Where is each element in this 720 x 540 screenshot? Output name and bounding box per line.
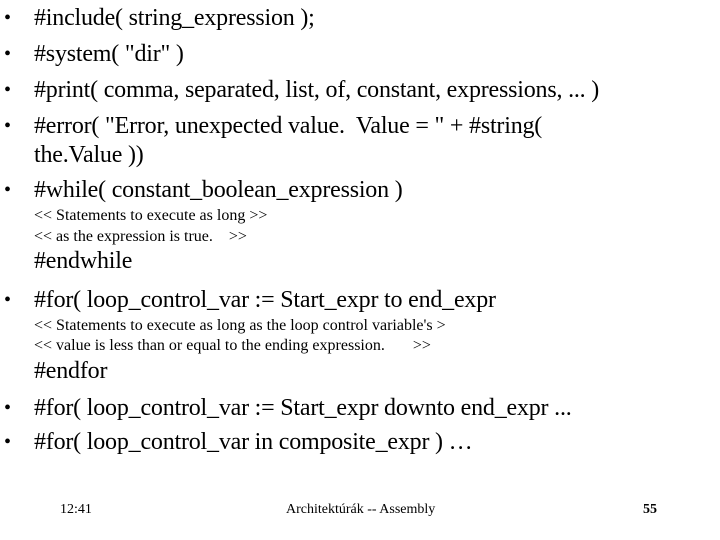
footer-title: Architektúrák -- Assembly xyxy=(286,502,436,517)
for-in-line: #for( loop_control_var in composite_expr ) … xyxy=(34,429,473,455)
for-body-line: << Statements to execute as long as the loop control variable's > xyxy=(34,317,446,334)
for-downto-line: #for( loop_control_var := Start_expr downto end_expr ... xyxy=(34,395,572,421)
bullet-marker: • xyxy=(4,431,12,453)
error-line: #error( "Error, unexpected value. Value = " + #string( xyxy=(34,113,543,139)
while-body-line: << Statements to execute as long >> xyxy=(34,207,268,224)
page-number: 55 xyxy=(643,502,657,517)
bullet-marker: • xyxy=(4,289,12,311)
endwhile-line: #endwhile xyxy=(34,248,133,274)
error-line-continued: the.Value )) xyxy=(34,142,144,168)
for-body-line: << value is less than or equal to the ending expression. >> xyxy=(34,337,431,354)
while-line: #while( constant_boolean_expression ) xyxy=(34,177,403,203)
bullet-marker: • xyxy=(4,7,12,29)
system-line: #system( "dir" ) xyxy=(34,41,184,67)
bullet-marker: • xyxy=(4,79,12,101)
footer-time: 12:41 xyxy=(60,502,92,517)
bullet-marker: • xyxy=(4,115,12,137)
for-to-line: #for( loop_control_var := Start_expr to end_expr xyxy=(34,287,496,313)
while-body-line: << as the expression is true. >> xyxy=(34,228,247,245)
include-line: #include( string_expression ); xyxy=(34,5,315,31)
bullet-marker: • xyxy=(4,43,12,65)
endfor-line: #endfor xyxy=(34,358,108,384)
print-line: #print( comma, separated, list, of, constant, expressions, ... ) xyxy=(34,77,600,103)
bullet-marker: • xyxy=(4,179,12,201)
bullet-marker: • xyxy=(4,397,12,419)
